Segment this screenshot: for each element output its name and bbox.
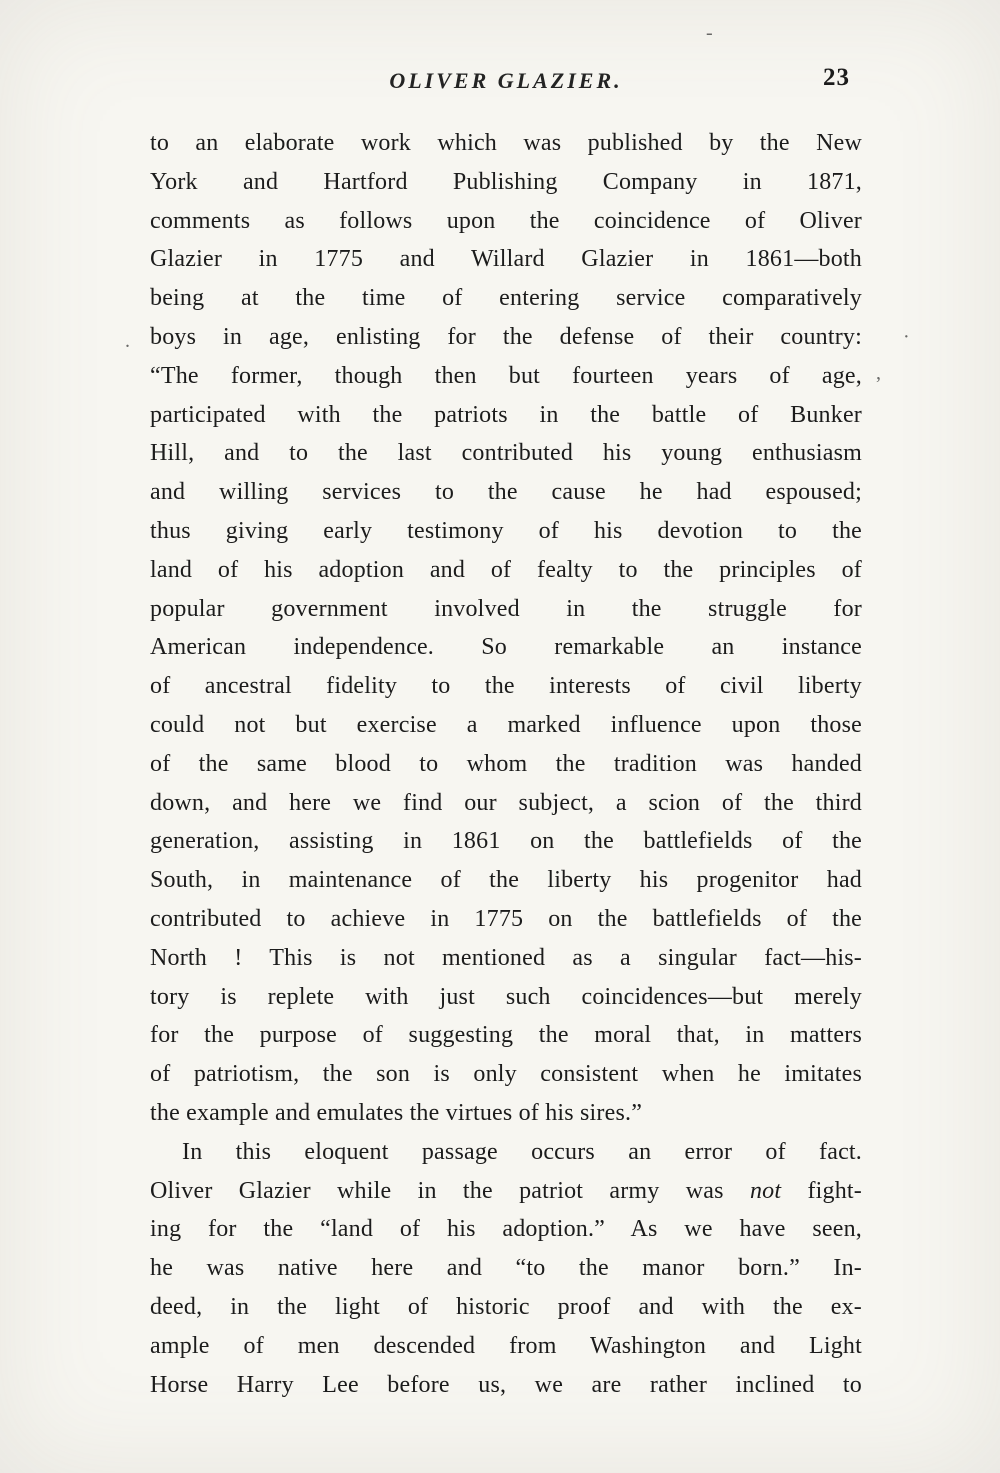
text-line: North ! This is not mentioned as a singular fact—his- [150,944,862,971]
text-line: he was native here and “to the manor born.” In- [150,1255,862,1282]
scan-artifact: - [706,22,713,44]
text-line: Glazier in 1775 and Willard Glazier in 1861—both [150,246,862,273]
text-line: boys in age, enlisting for the defense of their country: [150,323,862,350]
text-block [150,124,862,1404]
text-line: contributed to achieve in 1775 on the battlefields of the [150,905,862,932]
scan-artifact: · [903,326,910,348]
text-line: deed, in the light of historic proof and with the ex- [150,1293,862,1320]
text-line: York and Hartford Publishing Company in 1871, [150,168,862,195]
text-line: In this eloquent passage occurs an error of fact. [182,1138,862,1165]
text-line: Hill, and to the last contributed his young enthusiasm [150,440,862,467]
running-header-title: OLIVER GLAZIER. [389,68,623,93]
text-line: and willing services to the cause he had espoused; [150,479,862,506]
text-line: down, and here we find our subject, a scion of the third [150,789,862,816]
text-line: ample of men descended from Washington and Light [150,1332,862,1359]
paragraph [150,124,862,1133]
page-header [150,62,862,108]
text-line: being at the time of entering service comparatively [150,285,862,312]
text-line: American independence. So remarkable an instance [150,634,862,661]
text-line: Oliver Glazier while in the patriot army was not fight- [150,1177,862,1204]
text-line: could not but exercise a marked influence upon those [150,711,862,738]
text-line: South, in maintenance of the liberty his progenitor had [150,867,862,894]
text-line: the example and emulates the virtues of his sires.” [150,1099,643,1126]
text-line: comments as follows upon the coincidence of Oliver [150,207,862,234]
text-line: to an elaborate work which was published by the New [150,130,862,156]
text-line: “The former, though then but fourteen years of age, [150,362,862,389]
text-line: participated with the patriots in the battle of Bunker [150,401,862,428]
text-line: Horse Harry Lee before us, we are rather inclined to [150,1371,862,1398]
text-line: for the purpose of suggesting the moral that, in matters [150,1022,862,1049]
text-line: ing for the “land of his adoption.” As we have seen, [150,1216,862,1243]
text-line: generation, assisting in 1861 on the battlefields of the [150,828,862,855]
text-line: tory is replete with just such coincidences—but merely [150,983,862,1010]
text-line: popular government involved in the struggle for [150,595,862,622]
page-number: 23 [823,64,850,91]
text-line: of ancestral fidelity to the interests of civil liberty [150,673,862,700]
text-line: of patriotism, the son is only consistent when he imitates [150,1061,862,1088]
text-line: of the same blood to whom the tradition was handed [150,750,862,777]
text-line: thus giving early testimony of his devotion to the [150,517,862,544]
text-column [150,62,862,1404]
scan-artifact: . [125,330,130,352]
text-line: land of his adoption and of fealty to the principles of [150,556,862,583]
paragraph [150,1133,862,1405]
scan-artifact: , [876,362,881,384]
